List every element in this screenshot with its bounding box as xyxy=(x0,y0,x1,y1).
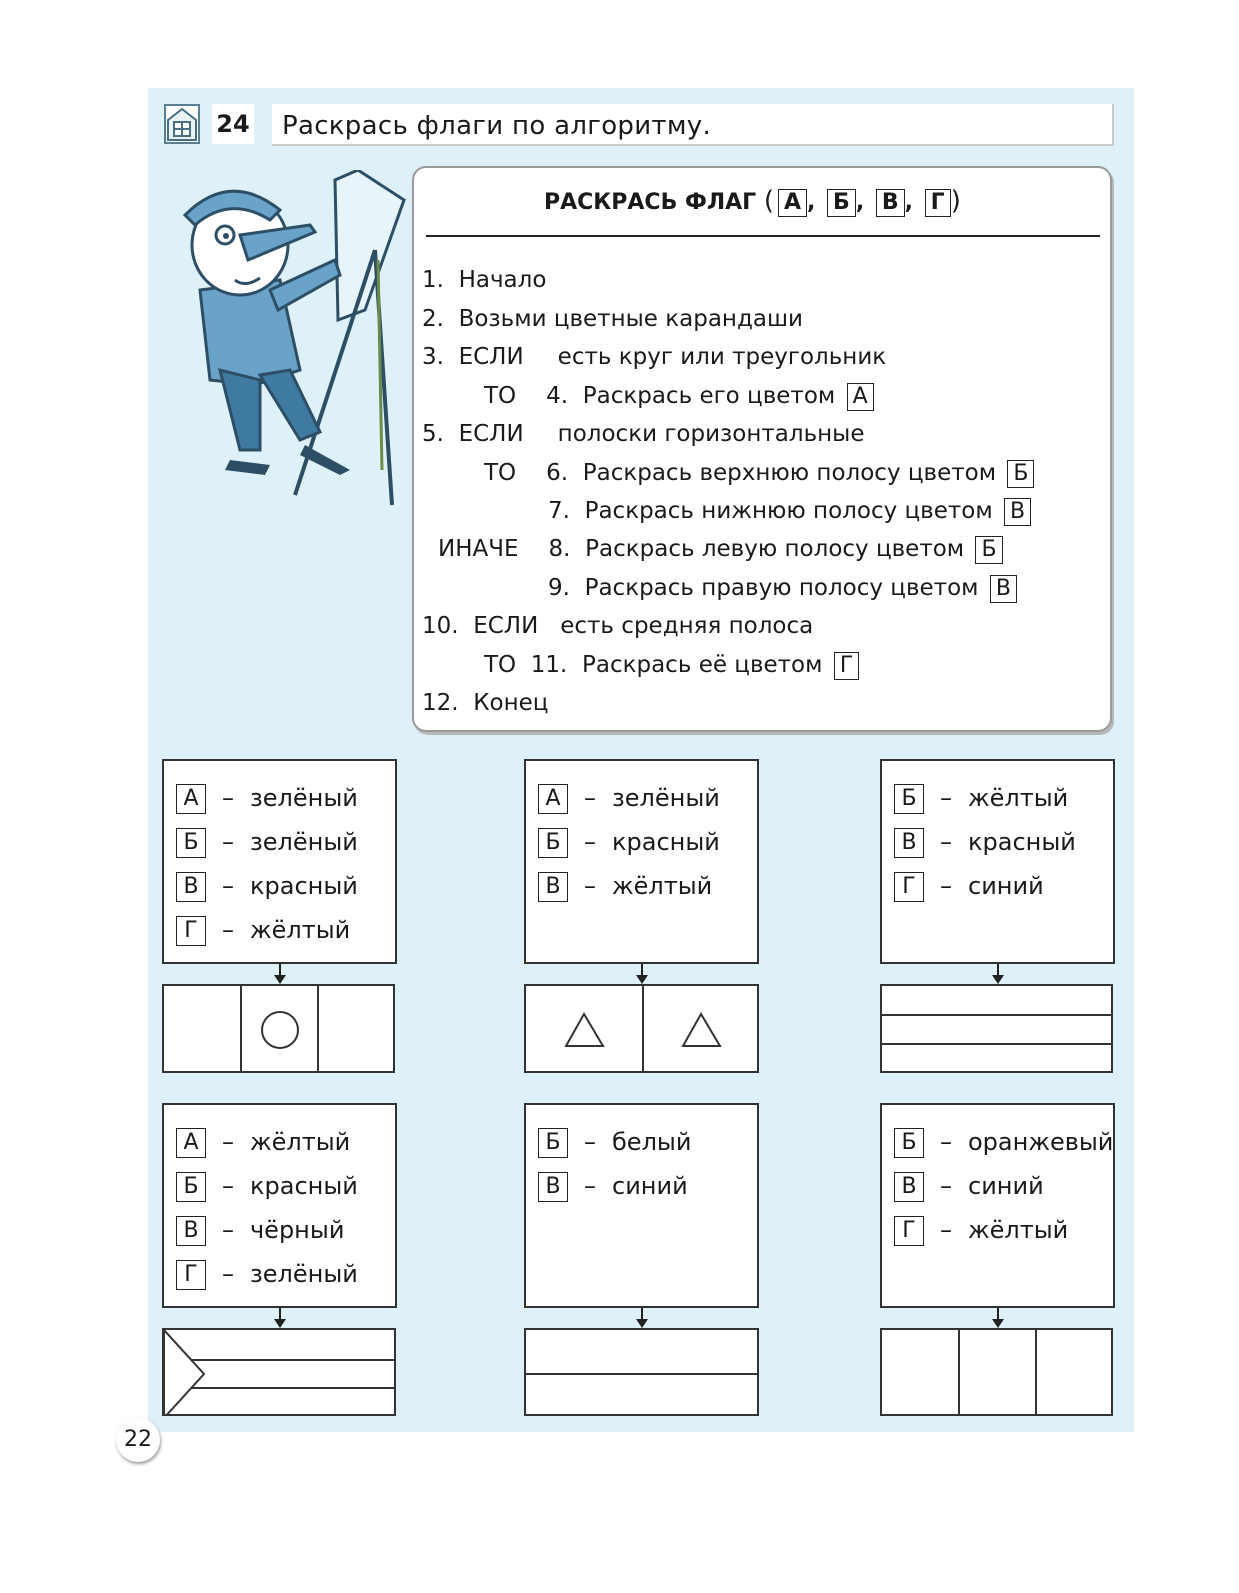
algo-line: ИНАЧЕ 8. Раскрась левую полосу цветом Б xyxy=(438,534,1003,564)
algo-line: 3. ЕСЛИ есть круг или треугольник xyxy=(422,344,887,370)
algo-line: ТО 11. Раскрась её цветом Г xyxy=(484,650,859,680)
color-card-2: А – зелёный Б – красный В – жёлтый xyxy=(524,759,759,964)
flag-2[interactable] xyxy=(524,984,759,1073)
flag-6[interactable] xyxy=(880,1328,1113,1416)
arrow xyxy=(279,964,281,982)
param-box: Г xyxy=(925,189,951,217)
arrow xyxy=(997,1308,999,1326)
arrow xyxy=(641,964,643,982)
param-box: В xyxy=(876,189,905,217)
task-number: 24 xyxy=(212,104,254,144)
arrow xyxy=(641,1308,643,1326)
color-card-1: А – зелёный Б – зелёный В – красный Г – жёлтый xyxy=(162,759,397,964)
flag-4[interactable] xyxy=(162,1328,396,1416)
arrow xyxy=(997,964,999,982)
algo-line: 1. Начало xyxy=(422,267,547,293)
color-card-6: Б – оранжевый В – синий Г – жёлтый xyxy=(880,1103,1115,1308)
algo-line: 7. Раскрась нижнюю полосу цветом В xyxy=(548,496,1031,526)
calculator-icon xyxy=(164,104,200,144)
algo-line: 9. Раскрась правую полосу цветом В xyxy=(548,573,1017,603)
algo-line: 2. Возьми цветные карандаши xyxy=(422,306,803,332)
divider xyxy=(426,235,1100,237)
task-title: Раскрась флаги по алгоритму. xyxy=(272,104,1114,146)
color-card-4: А – жёлтый Б – красный В – чёрный Г – зелёный xyxy=(162,1103,397,1308)
algorithm-title: РАСКРАСЬ ФЛАГ ( А , Б , В , Г ) xyxy=(544,186,961,216)
flag-1[interactable] xyxy=(162,984,395,1073)
color-card-3: Б – жёлтый В – красный Г – синий xyxy=(880,759,1115,964)
arrow xyxy=(279,1308,281,1326)
algo-line: ТО 6. Раскрась верхнюю полосу цветом Б xyxy=(484,458,1034,488)
algo-line: ТО 4. Раскрась его цветом А xyxy=(484,381,874,411)
page-number: 22 xyxy=(116,1418,160,1462)
algorithm-box xyxy=(412,166,1112,732)
param-box: Б xyxy=(827,189,856,217)
algo-line: 5. ЕСЛИ полоски горизонтальные xyxy=(422,421,865,447)
algo-line: 10. ЕСЛИ есть средняя полоса xyxy=(422,613,814,639)
param-box: А xyxy=(778,189,807,217)
painter-illustration xyxy=(160,170,410,510)
color-card-5: Б – белый В – синий xyxy=(524,1103,759,1308)
flag-3[interactable] xyxy=(880,984,1113,1073)
algo-line: 12. Конец xyxy=(422,690,549,716)
flag-5[interactable] xyxy=(524,1328,759,1416)
